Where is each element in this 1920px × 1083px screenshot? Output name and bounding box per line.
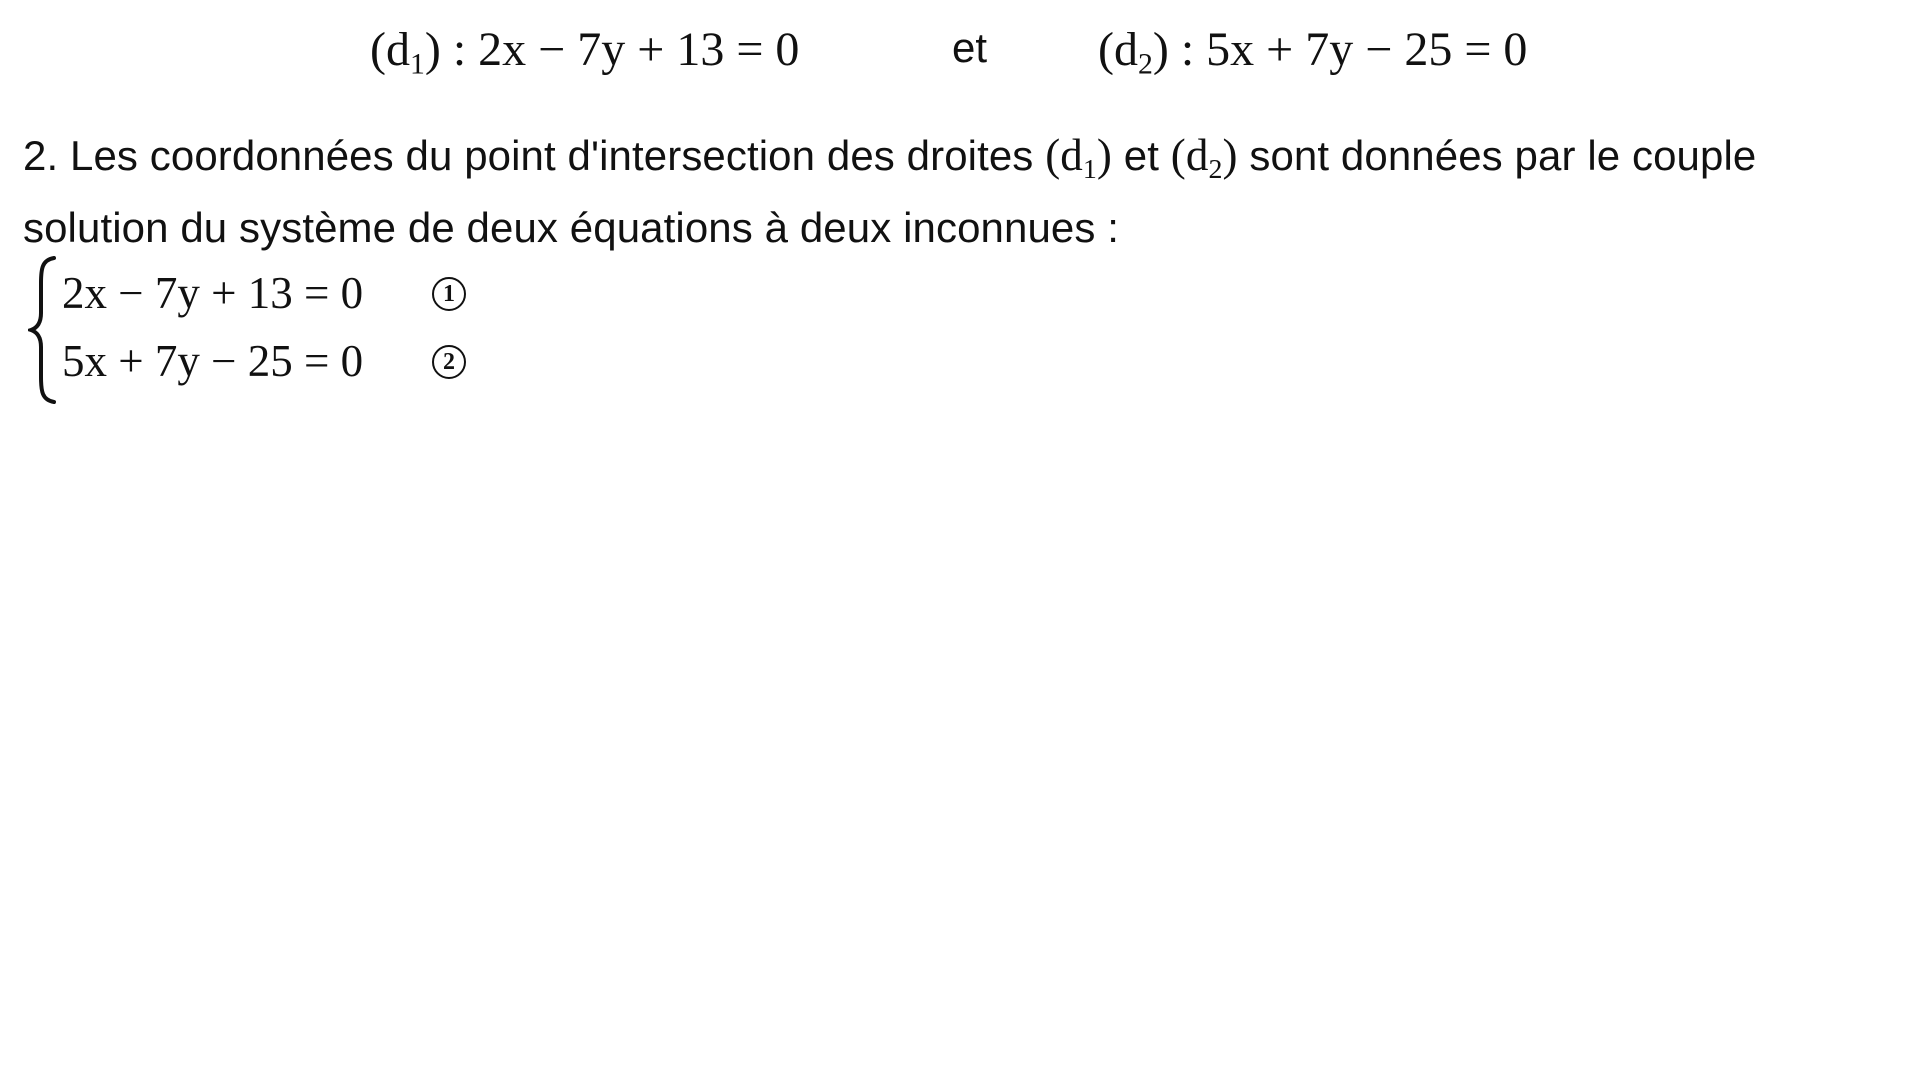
equation-system	[28, 255, 508, 405]
system-equation-1: 2x − 7y + 13 = 0	[62, 268, 364, 318]
system-equation-2: 5x + 7y − 25 = 0	[62, 336, 364, 386]
circled-number-1: 1	[432, 277, 466, 311]
equations-line	[0, 22, 1920, 82]
inline-d1: $(d_1)$	[1045, 130, 1113, 185]
equation-d2: $(d_2)$ : 5x + 7y − 25 = 0	[1098, 23, 1528, 81]
inline-d2: $(d_2)$	[1170, 130, 1238, 185]
equation-d1: $(d_1)$ : 2x − 7y + 13 = 0	[370, 23, 800, 81]
question-paragraph: 2. Les coordonnées du point d'intersection des droites $(d_1)$ et $(d_2)$ sont données par le couple solution du système de deux équations à deux inconnues :	[23, 130, 1757, 251]
left-brace-icon	[28, 255, 58, 405]
connector-et: et	[952, 24, 988, 71]
circled-number-2: 2	[432, 345, 466, 379]
